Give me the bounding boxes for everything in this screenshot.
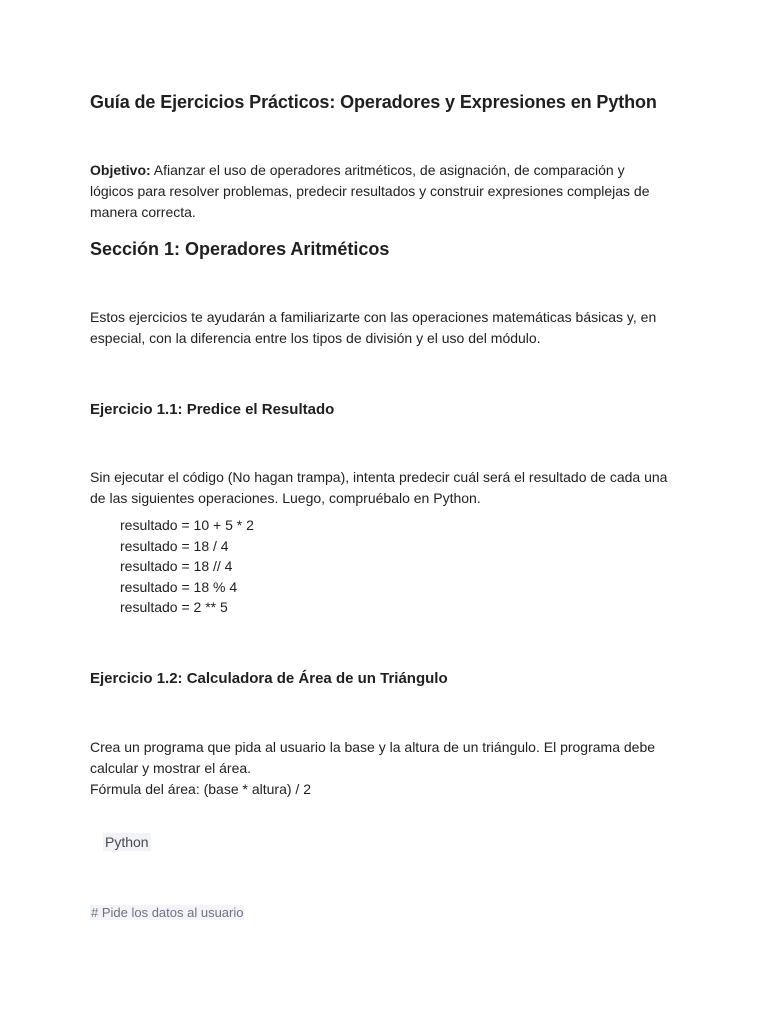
objective-label: Objetivo: <box>90 162 151 178</box>
exercise-1-1-title: Ejercicio 1.1: Predice el Resultado <box>90 401 335 418</box>
document-title: Guía de Ejercicios Prácticos: Operadores y Expresiones en Python <box>90 92 657 112</box>
code-comment: # Pide los datos al usuario <box>91 905 244 920</box>
section-1-title: Sección 1: Operadores Aritméticos <box>90 239 390 259</box>
exercise-1-1-operations-list <box>120 515 254 618</box>
area-formula: Fórmula del área: (base * altura) / 2 <box>90 781 311 797</box>
exercise-1-2-intro-block <box>90 737 670 800</box>
exercise-1-2-intro: Crea un programa que pida al usuario la base y la altura de un triángulo. El programa debe calcular y mostrar el área. <box>90 739 656 776</box>
operation-line: resultado = 10 + 5 * 2 <box>120 517 254 533</box>
section-1-intro: Estos ejercicios te ayudarán a familiarizarte con las operaciones matemáticas básicas y, en especial, con la diferencia entre los tipos de división y el uso del módulo. <box>90 309 657 346</box>
objective-paragraph <box>90 160 670 223</box>
operation-line: resultado = 18 % 4 <box>120 578 238 595</box>
code-language-label: Python <box>105 834 149 850</box>
exercise-1-1-intro: Sin ejecutar el código (No hagan trampa), intenta predecir cuál será el resultado de cada una de las siguientes operaciones. Luego, compruébalo en Python. <box>90 469 668 506</box>
objective-text: Afianzar el uso de operadores aritméticos, de asignación, de comparación y lógicos para resolver problemas, predecir resultados y construir expresiones complejas de manera correcta. <box>90 162 650 220</box>
operation-line: resultado = 2 ** 5 <box>120 599 228 615</box>
operation-line: resultado = 18 // 4 <box>120 558 233 574</box>
exercise-1-2-title: Ejercicio 1.2: Calculadora de Área de un Triángulo <box>90 670 448 687</box>
operation-line: resultado = 18 / 4 <box>120 537 229 554</box>
